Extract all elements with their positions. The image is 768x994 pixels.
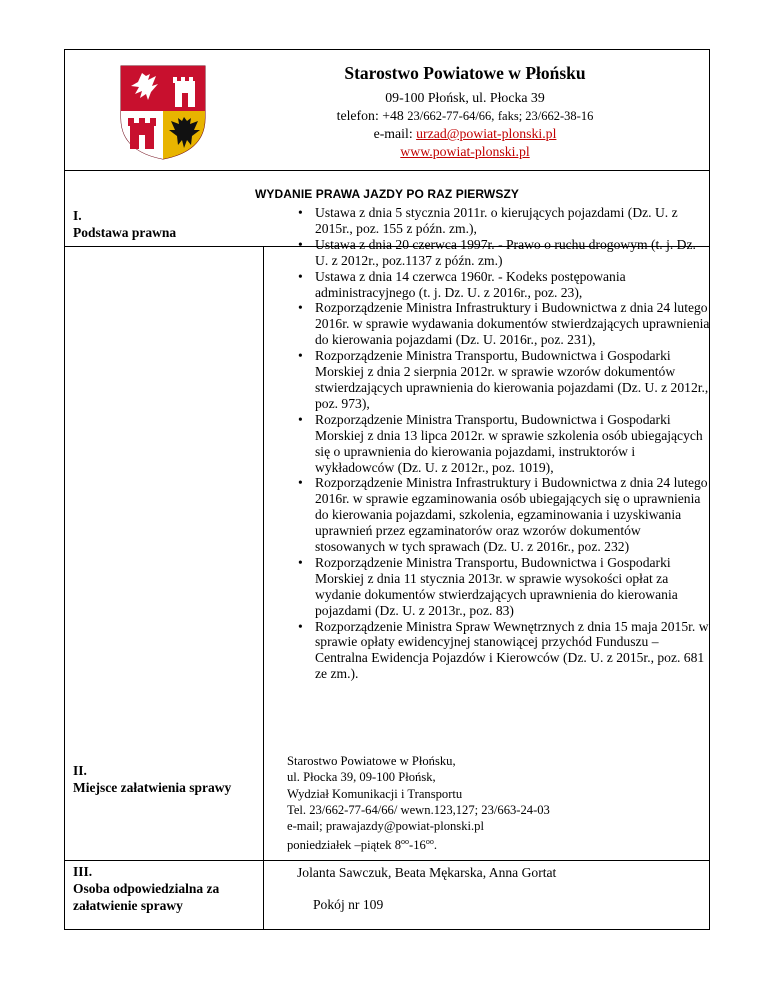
office-email bbox=[245, 125, 685, 143]
office-address: 09-100 Płońsk, ul. Płocka 39 bbox=[385, 90, 545, 105]
office-name: Starostwo Powiatowe w Płońsku bbox=[344, 63, 586, 83]
room-number: Pokój nr 109 bbox=[313, 897, 384, 912]
column-divider bbox=[263, 247, 264, 930]
list-item: • Rozporządzenie Ministra Transportu, Budownictwa i Gospodarki Morskiej z dnia 11 stycznia 2013r. w sprawie wysokości opłat za wydanie dokumentów stwierdzających uprawnienia do kierowania pojazdami (Dz. U. z 2013r., poz. 83) bbox=[291, 555, 711, 619]
office-hours bbox=[287, 834, 702, 853]
email-link[interactable]: urzad@powiat-plonski.pl bbox=[416, 126, 557, 141]
website-link[interactable]: www.powiat-plonski.pl bbox=[400, 144, 530, 159]
section-legal-basis-label bbox=[73, 207, 176, 241]
letterhead bbox=[65, 50, 709, 170]
document-frame bbox=[64, 49, 710, 930]
section-number: I. bbox=[73, 208, 82, 223]
list-item: • Ustawa z dnia 14 czerwca 1960r. - Kodeks postępowania administracyjnego (t. j. Dz. U. z 2016r., poz. 23), bbox=[291, 269, 711, 301]
place-line: ul. Płocka 39, 09-100 Płońsk, bbox=[287, 770, 436, 785]
hours-sup: oo bbox=[425, 837, 434, 847]
legal-basis-list bbox=[291, 205, 711, 682]
fax-number: faks; 23/662-38-16 bbox=[497, 109, 594, 123]
place-line: e-mail; prawajazdy@powiat-plonski.pl bbox=[287, 819, 484, 834]
list-item: • Rozporządzenie Ministra Spraw Wewnętrznych z dnia 15 maja 2015r. w sprawie opłaty ewidencyjnej stanowiącej przychód Funduszu – Centralna Ewidencja Pojazdów i Kierowców (Dz. U. z 2015r., poz. 681 ze zm.). bbox=[291, 619, 711, 683]
section-title: Podstawa prawna bbox=[73, 225, 177, 240]
email-label: e-mail: bbox=[373, 126, 413, 141]
office-phone bbox=[245, 107, 685, 125]
place-line: Tel. 23/662-77-64/66/ wewn.123,127; 23/663-24-03 bbox=[287, 802, 550, 817]
section-place-label bbox=[73, 762, 231, 796]
hours-suffix: . bbox=[433, 838, 437, 853]
section-number: III. bbox=[73, 864, 93, 879]
hours-mid: -16 bbox=[409, 838, 426, 853]
section-responsible-label bbox=[73, 863, 219, 914]
section-title: Miejsce załatwienia sprawy bbox=[73, 780, 232, 795]
list-item: • Rozporządzenie Ministra Transportu, Budownictwa i Gospodarki Morskiej z dnia 13 lipca 2012r. w sprawie szkolenia osób ubiegających się o uprawnienia do kierowania pojazdami, instruktorów i wykładowców (Dz. U. z 2012r., poz. 1019), bbox=[291, 412, 711, 476]
place-line: Starostwo Powiatowe w Płońsku, bbox=[287, 754, 456, 768]
place-details bbox=[287, 753, 702, 854]
section-title-line: Osoba odpowiedzialna za bbox=[73, 881, 220, 896]
place-line: Wydział Komunikacji i Transportu bbox=[287, 786, 463, 801]
responsible-persons: Jolanta Sawczuk, Beata Mękarska, Anna Gortat bbox=[297, 865, 557, 880]
divider bbox=[65, 170, 709, 171]
list-item: • Ustawa z dnia 20 czerwca 1997r. - Prawo o ruchu drogowym (t. j. Dz. U. z 2012r., poz.1137 z późn. zm.) bbox=[291, 237, 711, 269]
office-website bbox=[245, 143, 685, 161]
list-item: • Rozporządzenie Ministra Infrastruktury i Budownictwa z dnia 24 lutego 2016r. w sprawie egzaminowania osób ubiegających się o uprawnienia do kierowania pojazdami, szkolenia, egzaminowania i uzyskiwania uprawnień przez egzaminatorów oraz wzorów dokumentów stosowanych w tych sprawach (Dz. U. z 2016r., poz. 232) bbox=[291, 475, 711, 555]
divider bbox=[65, 860, 709, 861]
document-title: WYDANIE PRAWA JAZDY PO RAZ PIERWSZY bbox=[255, 187, 519, 201]
list-item: • Ustawa z dnia 5 stycznia 2011r. o kierujących pojazdami (Dz. U. z 2015r., poz. 155 z późn. zm.), bbox=[291, 205, 711, 237]
list-item: • Rozporządzenie Ministra Infrastruktury i Budownictwa z dnia 24 lutego 2016r. w sprawie wydawania dokumentów stwierdzających uprawnienia do kierowania pojazdami (Dz. U. 2016r., poz. 231), bbox=[291, 300, 711, 348]
list-item: • Rozporządzenie Ministra Transportu, Budownictwa i Gospodarki Morskiej z dnia 2 sierpnia 2012r. w sprawie wzorów dokumentów stwierdzających uprawnienia do kierowania pojazdami (Dz. U. z 2012r., poz. 973), bbox=[291, 348, 711, 412]
hours-sup: oo bbox=[401, 837, 410, 847]
office-contact-block bbox=[245, 62, 685, 161]
coat-of-arms-icon bbox=[118, 63, 208, 161]
section-title-line: załatwienie sprawy bbox=[73, 898, 183, 913]
phone-numbers: 23/662-77-64/66, bbox=[407, 109, 495, 123]
hours-prefix: poniedziałek –piątek 8 bbox=[287, 838, 402, 853]
phone-prefix: telefon: +48 bbox=[336, 108, 404, 123]
section-number: II. bbox=[73, 763, 87, 778]
